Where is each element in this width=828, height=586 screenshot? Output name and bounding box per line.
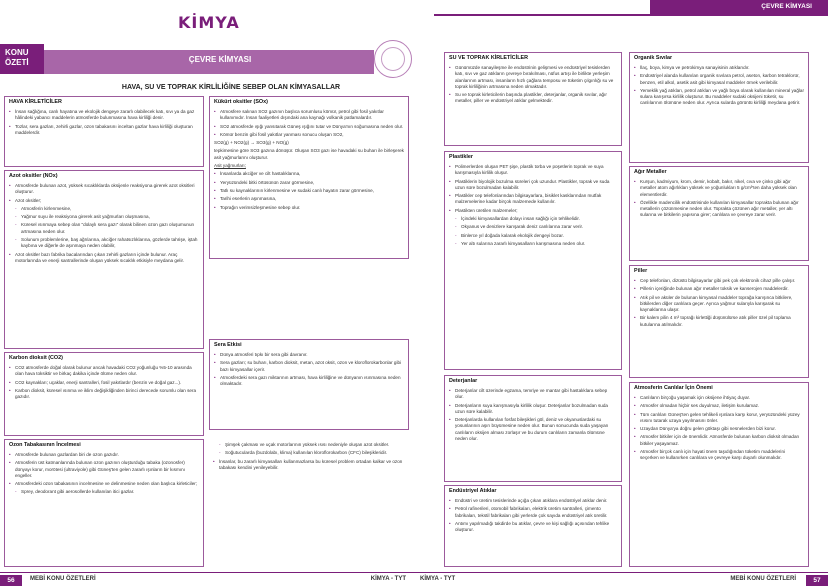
bullet: • Petrol rafinerileri, otomobil fabrikaları, elektrik üretim santralleri, çimento fabrikaları, tekstil fabrikaları gibi yerlerde çok sayıda endüstriyel atık üretilir. xyxy=(449,506,617,519)
box-title: Organik Sıvılar xyxy=(634,55,673,61)
bullet: • Antımı yapılmadığı takdirde bu atıklar, çevre ve kişi sağlığı açısından tehlike oluşturur. xyxy=(449,521,617,534)
bullet: • Bir kalem pilin 4 m³ toprağı kirlettiği düşünülürse atık piller özel pil toplama kutularına atılmalıdır. xyxy=(634,315,804,328)
sub-bullet: - Binlerce yıl doğada kalarak ekolojik dengeyi bozar. xyxy=(449,233,617,239)
bullet: • Kömür benzin gibi fosil yakıtlar yanması sonucu oluşan SO2, xyxy=(214,132,404,138)
bullet: • Atmosferde bulunan gazlardan biri de ozon gazıdır. xyxy=(9,452,199,458)
bullet: • CO2 atmosferde doğal olarak bulunur ancak havadaki CO2 yoğunluğu %5-10 arasında olan hava toksiktir ve birkaç dakika içinde ölüme neden olur. xyxy=(9,365,199,378)
bullet: • Tarihi eserlerin aşınmasına, xyxy=(214,196,404,202)
bullet: • İlaç, boya, kimya ve petrokimya sanayisinin atıklarıdır. xyxy=(634,65,804,71)
section-label: ÇEVRE KİMYASI xyxy=(650,0,828,14)
footer-brand: MEBİ KONU ÖZETLERİ xyxy=(30,576,96,582)
footer-subject: KİMYA - TYT xyxy=(370,576,406,582)
bullet: • Toprağın verimsizleşmesine sebep olur. xyxy=(214,205,404,211)
box-ozon xyxy=(4,439,204,567)
bullet: • Plastikten üretilen malzemeler; xyxy=(449,208,617,214)
bullet: • Atmosfere salınan SO2 gazının başlıca sorumlusu kömür, petrol gibi fosil yakıtlar kullanımıdır. İnsan faaliyetleri dışındaki ana kaynağı volkanik patlamalardır. xyxy=(214,109,404,122)
bullet: • İnsanlar, bu zararlı kimyasalları kullanmazlarsa bu küresel problem ortadan kalkar ve ozon tabakası kendini yenileyebilir. xyxy=(213,459,405,472)
bullet: • Cep telefonları, dizüstü bilgisayarlar gibi pek çok elektronik cihaz pille çalışır. xyxy=(634,278,804,284)
sub-bullet: - Sprey, deodorant gibi aerosollerde kullanılan itici gazlar. xyxy=(9,489,199,495)
bullet: • Plastiklerin biyolojik bozulma süreleri çok uzundur. Plastikler, toprak ve suda uzun süre bozulmadan kalabilir. xyxy=(449,179,617,192)
bullet: • Pillerin içeriğinde bulunan ağır metaller toksik ve kanserojen maddelerdir. xyxy=(634,286,804,292)
bullet: • Günümüzde sanayileşme ile endüstrinin gelişmesi ve endüstriyel tesislerden katı, sıvı ve gaz atıkların çevreye bırakılması, nüfus artışı ile birlikte yerleşim alanlarının artması, insanların hızlı çağlara temposu ve tüketim çılgınlığı su ve toprak kirliliğinin artmasına neden olmaktadır. xyxy=(449,65,617,90)
box-hava xyxy=(4,96,204,167)
box-title: Kükürt oksitler (SOx) xyxy=(214,99,268,105)
box-ozon-cont xyxy=(209,440,409,567)
paragraph: Asit yağmurları; xyxy=(214,163,246,169)
box-su-toprak xyxy=(444,52,622,146)
sub-bullet: - Küresel ısınmaya sebep olan "dolaylı sera gazı" olarak bilinen ozon gazı oluşumunun artmasına neden olur. xyxy=(9,222,199,235)
bullet: • CO2 kaynakları; uçaklar, enerji santralleri, fosil yakıtlardır (benzin ve doğal gaz...). xyxy=(9,380,199,386)
subject-title: KİMYA xyxy=(178,13,240,32)
box-title: Piller xyxy=(634,268,648,274)
bullet: • Yeryüzündeki bitki örtüsünün zarar görmesine, xyxy=(214,180,404,186)
box-atmosfer xyxy=(629,382,809,567)
bullet: • Endüstriyel alanda kullanılan organik sıvılara petrol, aseton, karbon tetraklorür, benzen, etil alkol, asetik asit gibi kimyasal maddeler örnek verilebilir. xyxy=(634,73,804,86)
sub-bullet: - Solunum problemlerine, baş ağrılarına, akciğer rahatsızlıklarına, gözlerde tahrişe, iştah kaybına ve diğerle de aşınmaya neden olabilir, xyxy=(9,237,199,250)
box-piller xyxy=(629,265,809,378)
header-rule xyxy=(434,14,828,16)
box-organik xyxy=(629,52,809,163)
box-title: Atmosferin Canlılar İçin Önemi xyxy=(634,385,713,391)
footer-subject: KİMYA - TYT xyxy=(420,576,456,582)
bullet: • Plastikler cep telefonlarından bilgisayarlara, bisiklet kasklarından mutfak malzemelerine kadar birçok malzemede kullanılır. xyxy=(449,193,617,206)
box-sera xyxy=(209,339,409,430)
bullet: • Deterjanlar cilt üzerinde egzama, temriye ve mantar gibi hastalıklara sebep olur. xyxy=(449,388,617,401)
box-title: Karbon dioksit (CO2) xyxy=(9,355,63,361)
bullet: • Yemeklik yağ atıkları, petrol atıkları ve yağlı boya olarak kullanılan mineral yağlar sulara karışırsa kirlilik oluşturur. Bu maddeler sudaki oksijeni tüketir, su canlılarının ölümüne neden olur. Ayrıca sularda görüntü kirliliği meydana getirir. xyxy=(634,88,804,107)
box-title: Ağır Metaller xyxy=(634,169,667,175)
bullet: • İnsanlarda akciğer ve cilt hastalıklarına, xyxy=(214,171,404,177)
box-deterjanlar xyxy=(444,375,622,482)
box-azot xyxy=(4,170,204,349)
paragraph: SO2(g) + NO2(g) → SO3(g) + NO(g) xyxy=(214,140,289,146)
bullet: • Tüm canlıları Güneş'ten gelen tehlikeli ışınlara karşı korur, yeryüzündeki yüzey ısısını tutarak uzaya yayılmasını önler. xyxy=(634,412,804,425)
box-title: Plastikler xyxy=(449,154,473,160)
bullet: • İnsan sağlığına, canlı hayatına ve ekolojik dengeye zararlı olabilecek katı, sıvı ya da gaz hâlindeki yabancı maddelerin atmosferde bulunmasına hava kirliliği denir. xyxy=(9,109,199,122)
right-header xyxy=(414,0,828,16)
box-plastikler xyxy=(444,151,622,370)
bullet: • Atmosferde bulunan azot, yüksek sıcaklıklarda oksijenle reaksiyona girerek azot oksitleri oluşturur. xyxy=(9,183,199,196)
seal-inner-ring xyxy=(381,47,405,71)
sub-bullet: - Okyanus ve denizlere karışarak deniz canlılarına zarar verir. xyxy=(449,224,617,230)
bullet: • Dünya atmosferi tıpkı bir sera gibi davranır. xyxy=(214,352,404,358)
page-number: 57 xyxy=(806,575,828,586)
right-footer xyxy=(414,572,828,586)
sub-bullet: - İçindeki kimyasallardan dolayı insan sağlığı için tehlikelidir. xyxy=(449,216,617,222)
sub-bullet: - Yağmur suyu ile reaksiyona girerek asit yağmurları oluşmasına, xyxy=(9,214,199,220)
box-title: SU VE TOPRAK KİRLETİCİLER xyxy=(449,55,528,61)
left-footer xyxy=(0,572,414,586)
bullet: • Canlıların birçoğu yaşamak için oksijene ihtiyaç duyar. xyxy=(634,395,804,401)
bullet: • Atık pil ve aküler de bulunan kimyasal maddeler toprağa karışınca bitkilere, bitkilerden diğer canlılara geçer. Ayrıca yağmur sularıyla karışarak su kaynaklarına ulaşır. xyxy=(634,295,804,314)
bullet: • Deterjanların suya karışmasıyla kirlilik oluşur. Deterjanlar bozulmadan suda uzun süre kalabilir. xyxy=(449,403,617,416)
bullet: • Atmosferin üst katmanlarında bulunan ozon gazının oluşturduğu tabaka (ozonosfer) dünyayı korur, morötesi (ultraviyole) gibi Güneş'ten gelen zararlı ışınların bir kısmını engeller. xyxy=(9,460,199,479)
bullet: • Azot oksitler bazı fabrika bacalarından çıkan zehirli gazların içinde bulunur. Araç motorlarında ve enerji santrallerinde oluşan yüksek sıcaklık etkisiyle meydana gelir. xyxy=(9,252,199,265)
box-title: Ozon Tabakasının İncelmesi xyxy=(9,442,81,448)
bullet: • Atmosferdeki sera gazı miktarının artması, hava kirliliğine ve dünyanın ısınmasına neden olmaktadır. xyxy=(214,375,404,388)
bullet: • Tatlı su kaynaklarının kirlenmesine ve sudaki canlı hayatın zarar görmesine, xyxy=(214,188,404,194)
box-endustriyel xyxy=(444,485,622,567)
right-page xyxy=(414,0,828,586)
footer-brand: MEBİ KONU ÖZETLERİ xyxy=(730,576,796,582)
paragraph: tepkimesine göre SO3 gazına dönüşür. Oluşan SO3 gazı ise havadaki su buharı ile birleşerek asit yağmurlarını oluşturur. xyxy=(214,148,404,160)
bullet: • Atmosfer olmadan hiçbir ses duyulmaz, iletişim kurulamaz. xyxy=(634,403,804,409)
bullet: • Atmosfer bitkiler için de önemlidir. Atmosferde bulunan karbon dioksit olmadan bitkiler yaşayamaz. xyxy=(634,434,804,447)
box-title: HAVA KİRLETİCİLER xyxy=(9,99,62,105)
bullet: • Karbon dioksit, küresel ısınma ve iklim değişikliğinden birinci derecede sorumlu olan sera gazıdır. xyxy=(9,388,199,401)
bullet: • Özellikle madencilik endüstrisinde kullanılan kimyasallar toprakta bulunan ağır metallerin çözünmesine neden olur. Toprakta çözünen ağır metaller, yer altı sularına ve bitkilerin yapısına girer; canlılara ve çevreye zarar verir. xyxy=(634,200,804,219)
page-number: 56 xyxy=(0,575,22,586)
bullet: • Polimerlerden oluşan PET şişe, plastik torba ve poşetlerin toprak ve suya karışmasıyla kirlilik oluşur. xyxy=(449,164,617,177)
box-title: Endüstriyel Atıklar xyxy=(449,488,497,494)
sub-bullet: - Soğutucularda (buzdolabı, klima) kullanılan kloroflorokarbon (CFC) bileşikleridir. xyxy=(213,450,405,456)
box-agir-metaller xyxy=(629,166,809,261)
box-title: Sera Etkisi xyxy=(214,342,242,348)
bullet: • Sera gazları; su buharı, karbon dioksit, metan, azot oksit, ozon ve kloroflorokarbonlar gibi bazı kimyasallar içerir. xyxy=(214,360,404,373)
box-title: Azot oksitler (NOx) xyxy=(9,173,58,179)
bullet: • Atmosferdeki ozon tabakasının incelmesine ve delinmesine neden olan başlıca kirleticiler; xyxy=(9,481,199,487)
bullet: • Uzaydan Dünya'ya doğru gelen göktaşı gibi nesnelerden bizi korur. xyxy=(634,426,804,432)
sub-bullet: - Yer altı sularına zararlı kimyasalların karışmasına neden olur. xyxy=(449,241,617,247)
box-title: Deterjanlar xyxy=(449,378,478,384)
bullet: • Tozlar, sera gazları, zehirli gazlar, ozon tabakasını inceltan gazlar hava kirliliği oluşturan maddelerdir. xyxy=(9,124,199,137)
bullet: • SO2 atmosferde ışığı yansıtarak Güneş ışığını tutar ve Dünya'nın soğumasına neden olur. xyxy=(214,124,404,130)
bullet: • Endüstri ve üretim tesislerinde açığa çıkan atıklara endüstriyel atıklar denir. xyxy=(449,498,617,504)
bullet: • Azot oksitler; xyxy=(9,198,199,204)
bullet: • Atmosfer birçok canlı için hayati önem taşıdığından tüketim maddelerini seçerken ve kullanırken canlılara ve çevreye karşı duyarlı olunmalıdır. xyxy=(634,449,804,462)
main-heading: HAVA, SU VE TOPRAK KİRLİLİĞİNE SEBEP OLAN KİMYASALLAR xyxy=(121,84,341,91)
sub-bullet: - Şimşek çakması ve uçak motorlarının yüksek ısısı nedeniyle oluşan azot oksitler. xyxy=(213,442,405,448)
bullet: • Su ve toprak kirleticilerin başında plastikler, deterjanlar, organik sıvılar, ağır metaller, piller ve endüstriyel atıklar gelmektedir. xyxy=(449,92,617,105)
bullet: • Deterjanlarda kullanılan fosfat bileşikleri göl, deniz ve okyanuslardaki su yosunlarının aşırı büyümesine neden olur. Bunun sonucunda suda yaşayan canlıların oksijen alması zorlaşır ve bu durum canlıların zamanla ölümüne neden olur. xyxy=(449,417,617,442)
box-karbon xyxy=(4,352,204,436)
section-label: ÇEVRE KİMYASI xyxy=(188,55,252,64)
box-kukurt xyxy=(209,96,409,259)
konu-ozeti-badge: KONU ÖZETİ xyxy=(0,44,44,74)
bullet: • Kurşun, kadmiyum, krom, demir, kobalt, bakır, nikel, cıva ve çinko gibi ağır metaller atom ağırlıkları yüksek ve yoğunlukları 5 g/cm³'ten daha yüksek olan elementlerdir. xyxy=(634,179,804,198)
sub-bullet: - Atmosferin kirlenmesine, xyxy=(9,206,199,212)
